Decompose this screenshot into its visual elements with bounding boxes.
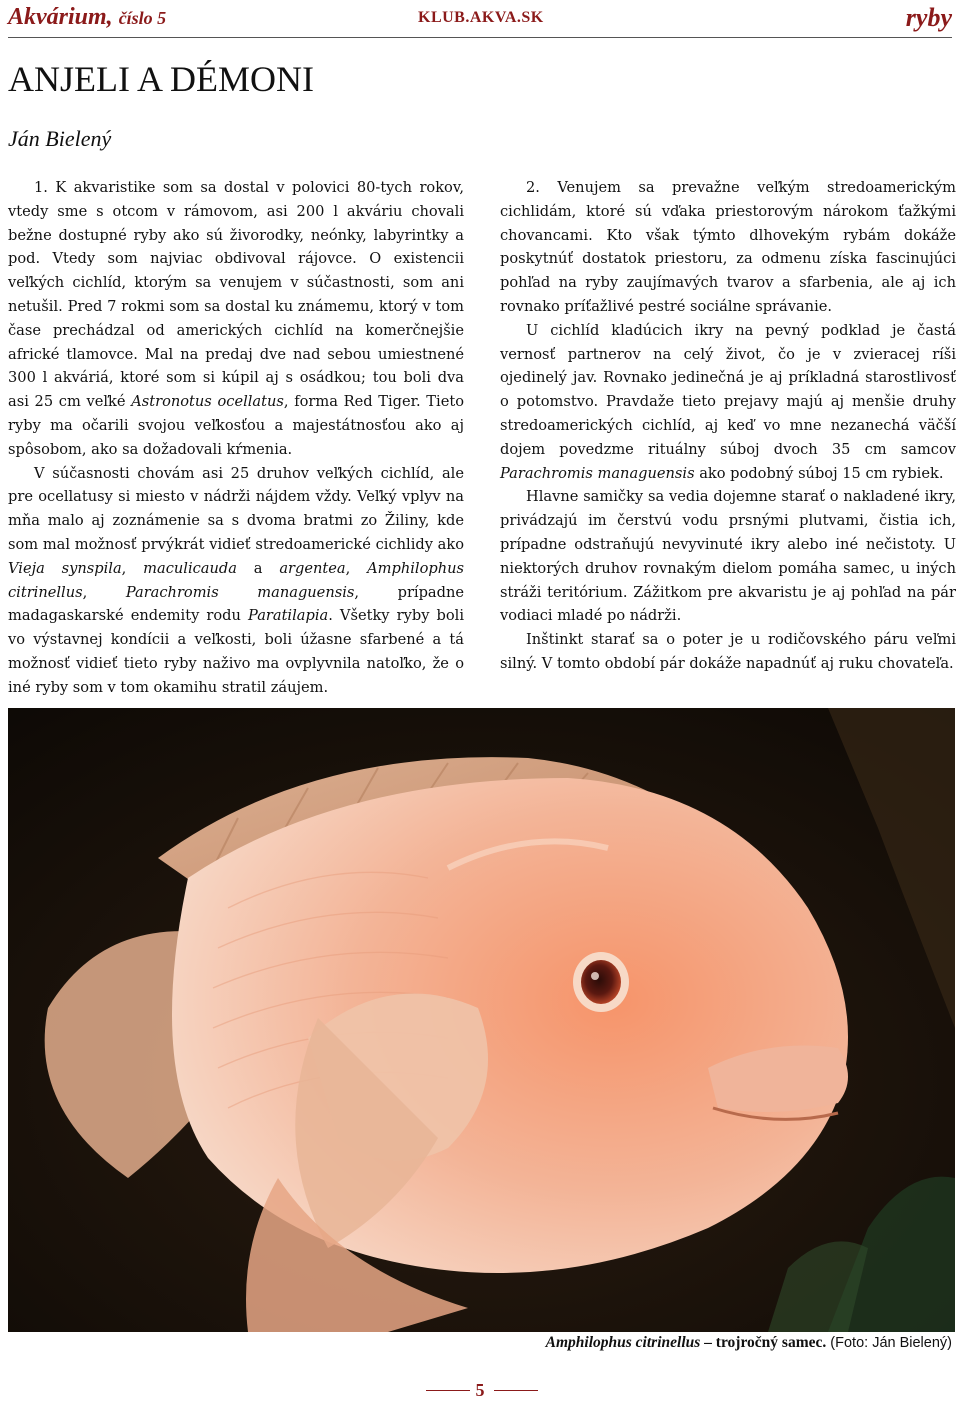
text-run: 1. K akvaristike som sa dostal v polovici 80-tych rokov, vtedy sme s otcom v rámovom, asi 200 l akváriu chovali bežne dostupné ryby ako sú živorodky, neónky, labyrintky a pod. Vtedy som najviac obdivoval rájovce. O existencii veľkých cichlíd, ktorým sa venujem v súčastnosti, som ani netušil. Pred 7 rokmi som sa dostal ku známemu, ktorý v tom čase prechádzal od amerických cichlíd na komerčnejšie africké tlamovce. Mal na predaj dve nad sebou umiestnené 300 l akváriá, ktoré som si kúpil aj s osádkou; tou boli dva asi 25 cm veľké [8, 179, 464, 411]
species-name: argentea [279, 559, 346, 577]
caption-species: Amphilophus citrinellus [545, 1334, 701, 1351]
text-run: , [121, 559, 144, 577]
text-run: , [82, 583, 126, 601]
caption-text: – trojročný samec. [700, 1334, 827, 1351]
fish-illustration [8, 708, 955, 1332]
text-run: ako podobný súboj 15 cm rybiek. [694, 464, 944, 482]
footer-rule-left [426, 1390, 470, 1391]
text-run: Hlavne samičky sa vedia dojemne starať o nakladené ikry, privádzajú im čerstvú vodu prsnými plutvami, čistia ich, prípadne odstraňujú nevyvinuté ikry alebo iné nečistoty. U niektorých druhov rovnakým dielom pomáha samec, u iných stráži teritórium. Zážitkom pre akvaristu je aj pohľad na pár vodiaci mladé po nádrži. [500, 488, 956, 625]
species-name: Amphilophus citrinellus [8, 559, 464, 601]
text-run: , prípadne madagaskarské endemity rodu [8, 583, 465, 625]
magazine-name [8, 4, 166, 31]
paragraph [500, 176, 956, 319]
paragraph [500, 319, 956, 486]
text-run: a [236, 559, 280, 577]
section-name: ryby [905, 3, 952, 32]
text-run: V súčasnosti chovám asi 25 druhov veľkých cichlíd, ale pre ocellatusy si miesto v nádrži nájdem vždy. Veľký vplyv na mňa malo aj zoznámenie sa s dvoma bratmi zo Žiliny, kde som mal možnosť prvýkrát vidieť stredoamerické cichlidy ako [8, 464, 464, 553]
species-name: Vieja synspila [8, 559, 122, 577]
page-header [0, 0, 960, 40]
text-run: , [345, 559, 368, 577]
paragraph [8, 462, 464, 700]
magazine-title: Akvárium, [8, 4, 113, 30]
text-run: , forma Red Tiger. Tieto ryby ma očarili svojou veľkosťou a majestátnosťou ako aj spôsobom, ako sa dožadovali kŕmenia. [8, 393, 464, 458]
paragraph [8, 176, 464, 462]
text-run: 2. Venujem sa prevažne veľkým stredoamerickým cichlidám, ktoré sú vďaka priestorovým nárokom ťažkými chovancami. Kto však týmto dlhovekým rybám dokáže poskytnúť dostatok priestoru, za odmenu získa fascinujúci pohľad na ryby zaujímavých tvarov a sfarbenia, ale aj ich rovnako príťažlivé pestré sociálne správanie. [500, 179, 956, 315]
caption-credit: (Foto: Ján Bielený) [826, 1335, 952, 1351]
article-author: Ján Bielený [8, 126, 112, 151]
site-link[interactable]: KLUB.AKVA.SK [418, 9, 544, 26]
fish-photo [8, 708, 955, 1332]
species-name: Astronotus ocellatus [131, 393, 284, 411]
text-run: Inštinkt starať sa o poter je u rodičovského páru veľmi silný. V tomto období pár dokáže napadnúť aj ruku chovateľa. [500, 631, 956, 672]
right-column [500, 176, 956, 676]
text-run: U cichlíd kladúcich ikry na pevný podklad je častá vernosť partnerov na celý život, čo je v zvieracej ríši ojedinelý jav. Rovnako jedinečná je aj príkladná starostlivosť o potomstvo. Pravdaže tieto prejavy majú aj menšie druhy stredoamerických cichlíd, aj keď vo mne nezanechá väčší dojem povedzme rituálny súboj dvoch 35 cm samcov [500, 321, 956, 458]
paragraph [500, 485, 956, 628]
header-divider [8, 37, 952, 38]
footer-rule-right [494, 1390, 538, 1391]
issue-number: číslo 5 [118, 8, 167, 28]
page-number: 5 [475, 1380, 485, 1400]
species-name: Parachromis managuensis [500, 464, 695, 482]
species-name: maculicauda [143, 559, 237, 577]
text-run: . Všetky ryby boli vo výstavnej kondícii a veľkosti, boli úžasne sfarbené a tá možnosť vidieť tieto ryby naživo ma ovplyvnila natoľko, že o iné ryby som v tom okamihu stratil záujem. [8, 607, 464, 696]
paragraph [500, 628, 956, 676]
photo-caption [546, 1334, 952, 1352]
species-name: Parachromis managuensis [125, 583, 355, 601]
left-column [8, 176, 464, 700]
species-name: Paratilapia [248, 607, 329, 625]
article-title: ANJELI A DÉMONI [8, 59, 314, 99]
page-footer [0, 1380, 960, 1404]
